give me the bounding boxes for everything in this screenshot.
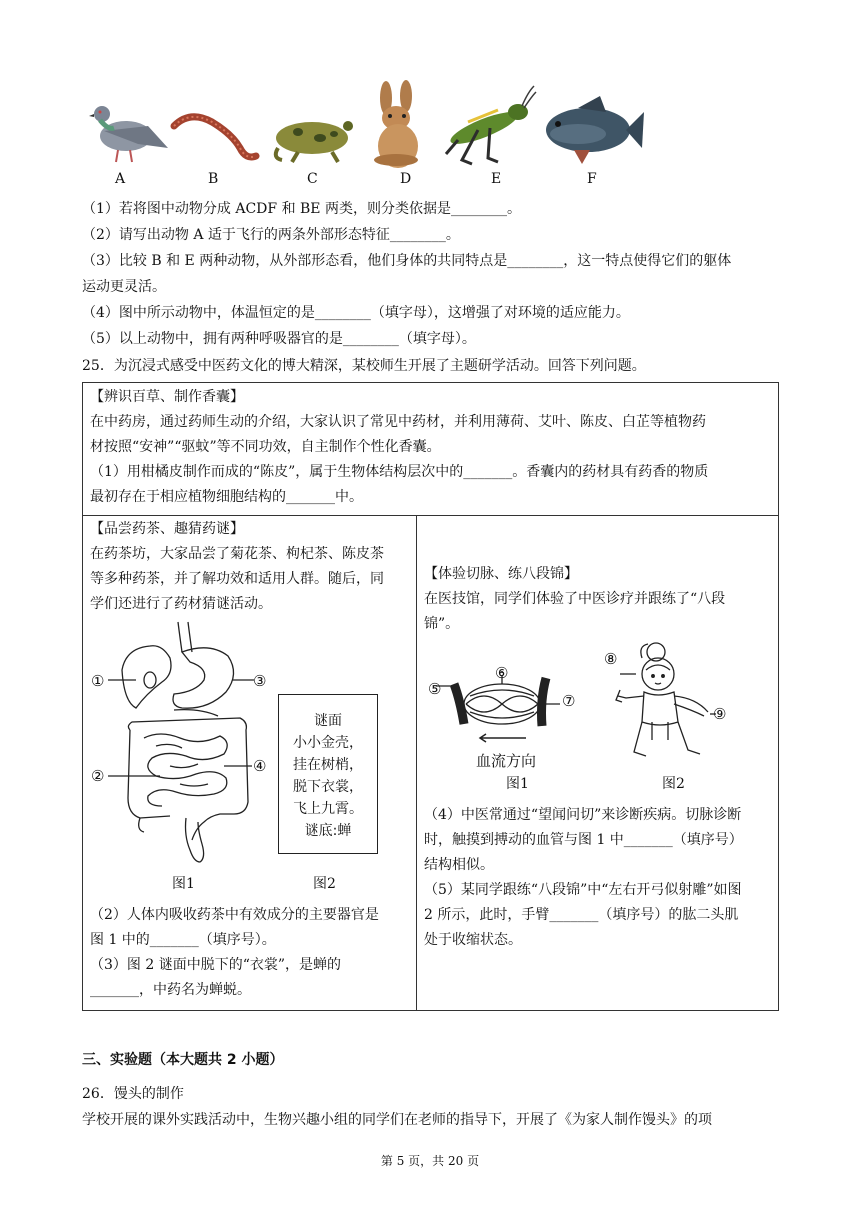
marker-3: ③: [253, 672, 267, 690]
right-fig1-caption: 图1: [506, 776, 529, 792]
table-divider-v: [416, 515, 417, 1011]
animal-label-a: A: [115, 171, 126, 187]
table-divider-h: [82, 515, 779, 516]
q24-item-4: （4）图中所示动物中，体温恒定的是________（填字母），这增强了对环境的适应能力。: [82, 305, 630, 321]
riddle-line: 脱下衣裳，: [293, 779, 363, 795]
page-footer: 第 5 页，共 20 页: [380, 1154, 480, 1168]
question-26-text: 学校开展的课外实践活动中，生物兴趣小组的同学们在老师的指导下，开展了《为家人制作馒头》的项: [82, 1112, 712, 1128]
riddle-line: 挂在树梢，: [293, 757, 363, 773]
section-3-title: 三、实验题（本大题共 2 小题）: [82, 1052, 284, 1068]
right-cell-questions: [424, 803, 774, 953]
top-cell-line: 材按照“安神”“驱蚊”等不同功效，自主制作个性化香囊。: [90, 439, 441, 455]
fish-image: [538, 90, 646, 170]
q24-item-1: （1）若将图中动物分成 ACDF 和 BE 两类，则分类依据是________。: [82, 201, 521, 217]
right-cell-heading: 【体验切脉、练八段锦】: [424, 566, 578, 582]
animal-label-c: C: [307, 171, 318, 187]
q24-item-3-cont: 运动更灵活。: [82, 279, 166, 295]
marker-8: ⑧: [604, 650, 618, 668]
question-5-cont: 2 所示，此时，手臂_______（填序号）的肱二头肌: [424, 907, 739, 923]
right-cell-intro: [424, 562, 774, 637]
animal-label-e: E: [491, 171, 502, 187]
left-cell-intro: [90, 517, 410, 617]
animal-label-f: F: [587, 171, 597, 187]
rabbit-image: [362, 80, 434, 170]
riddle-text: [279, 710, 377, 842]
marker-5: ⑤: [428, 680, 442, 698]
left-cell-line: 等多种药茶，并了解功效和适用人群。随后，同: [90, 571, 384, 587]
pigeon-image: [88, 96, 170, 166]
question-4-cont: 结构相似。: [424, 857, 494, 873]
top-cell-question-1: （1）用柑橘皮制作而成的“陈皮”，属于生物体结构层次中的_______。香囊内的药材具有药香的物质: [90, 464, 709, 480]
riddle-box: [278, 694, 378, 854]
question-4: （4）中医常通过“望闻问切”来诊断疾病。切脉诊断: [424, 807, 742, 823]
riddle-line: 小小金壳，: [293, 735, 363, 751]
animal-label-d: D: [400, 171, 412, 187]
question-25-stem: 25．为沉浸式感受中医药文化的博大精深，某校师生开展了主题研学活动。回答下列问题。: [82, 358, 646, 374]
marker-4: ④: [253, 757, 267, 775]
q24-item-2: （2）请写出动物 A 适于飞行的两条外部形态特征________。: [82, 227, 460, 243]
question-4-cont: 时，触摸到搏动的血管与图 1 中_______（填序号）: [424, 832, 743, 848]
animal-label-b: B: [208, 171, 219, 187]
top-cell-heading: 【辨识百草、制作香囊】: [90, 389, 244, 405]
riddle-line: 飞上九霄。: [293, 801, 363, 817]
left-fig1-caption: 图1: [172, 876, 195, 892]
marker-2: ②: [91, 767, 105, 785]
left-fig2-caption: 图2: [313, 876, 336, 892]
left-cell-questions: [90, 903, 410, 1003]
right-cell-line: 在医技馆，同学们体验了中医诊疗并跟练了“八段: [424, 591, 726, 607]
question-2: （2）人体内吸收药茶中有效成分的主要器官是: [90, 907, 379, 923]
top-cell-line: 在中药房，通过药师生动的介绍，大家认识了常见中药材，并利用薄荷、艾叶、陈皮、白芷等植物药: [90, 414, 706, 430]
right-cell-line: 锦”。: [424, 616, 460, 632]
left-cell-line: 在药茶坊，大家品尝了菊花茶、枸杞茶、陈皮茶: [90, 546, 384, 562]
blood-flow-label: 血流方向: [476, 752, 537, 770]
question-5: （5）某同学跟练“八段锦”中“左右开弓似射雕”如图: [424, 882, 742, 898]
riddle-title: 谜面: [314, 713, 342, 729]
marker-9: ⑨: [713, 705, 727, 723]
q24-item-5: （5）以上动物中，拥有两种呼吸器官的是________（填字母）。: [82, 331, 476, 347]
question-26-title: 26．馒头的制作: [82, 1086, 184, 1102]
question-2-cont: 图 1 中的_______（填序号）。: [90, 932, 276, 948]
question-3: （3）图 2 谜面中脱下的“衣裳”，是蝉的: [90, 957, 342, 973]
top-cell: [90, 385, 774, 510]
riddle-answer: 谜底:蝉: [304, 823, 352, 839]
marker-6: ⑥: [495, 664, 509, 682]
question-5-cont: 处于收缩状态。: [424, 932, 522, 948]
grasshopper-image: [438, 84, 536, 170]
left-cell-line: 学们还进行了药材猜谜活动。: [90, 596, 272, 612]
frog-image: [268, 108, 358, 164]
right-fig2-caption: 图2: [662, 776, 685, 792]
q24-item-3: （3）比较 B 和 E 两种动物，从外部形态看，他们身体的共同特点是________，这一特点使得它们的躯体: [82, 253, 732, 269]
earthworm-image: [170, 108, 260, 166]
left-cell-heading: 【品尝药茶、趣猜药谜】: [90, 521, 244, 537]
digestive-system-diagram: [100, 618, 270, 868]
marker-7: ⑦: [562, 692, 576, 710]
top-cell-question-1-cont: 最初存在于相应植物细胞结构的_______中。: [90, 489, 363, 505]
question-3-cont: _______，中药名为蝉蜕。: [90, 982, 251, 998]
marker-1: ①: [91, 672, 105, 690]
